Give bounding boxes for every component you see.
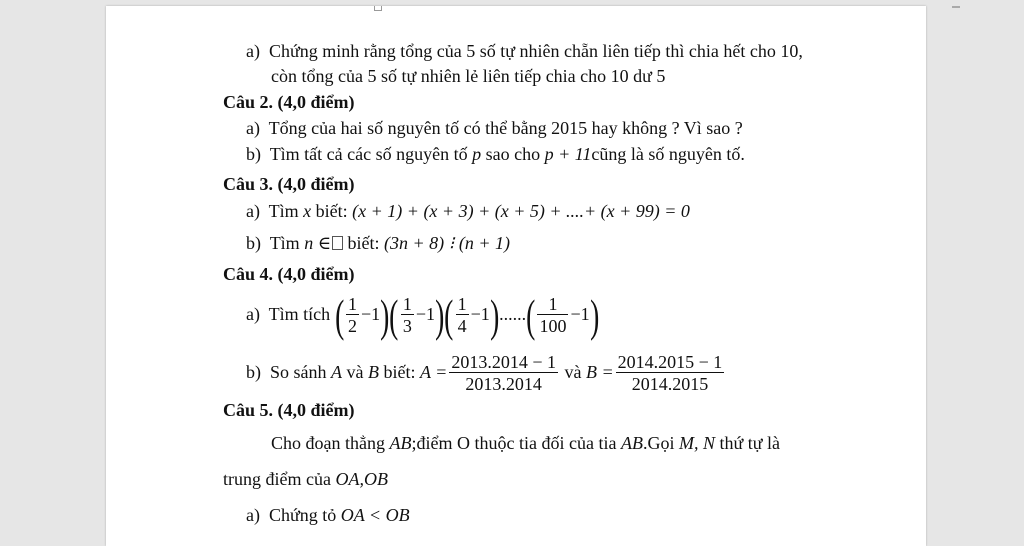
item-label: b) [246, 144, 261, 164]
fraction: $\frac{1}{3}$ [402, 294, 412, 337]
q3-a-text-mid: biết: [311, 201, 353, 221]
fraction: $\frac{1}{2}$ [348, 294, 357, 337]
fraction: $\frac{1}{4}$ [457, 294, 467, 337]
item-label: b) [246, 233, 261, 253]
math-var-x: x [303, 201, 312, 221]
math-var-A: A [331, 362, 343, 382]
item-label: a) [246, 118, 260, 138]
q3-item-b [246, 232, 510, 254]
math-AB: AB [620, 433, 643, 453]
q4-b-and2: và [564, 362, 582, 382]
ruler-marker [374, 6, 382, 11]
item-label: a) [246, 505, 260, 525]
q1-a-text-cont: còn tổng của 5 số tự nhiên lẻ liên tiếp chia cho 10 dư 5 [271, 66, 666, 86]
math-A-eq: A = [420, 362, 448, 382]
q2-item-b [246, 143, 745, 165]
math-AB: AB [389, 433, 412, 453]
math-OA-OB: OA,OB [335, 469, 388, 489]
q5-paragraph-line2 [223, 468, 388, 490]
q5-paragraph-line1 [271, 432, 780, 454]
item-label: a) [246, 41, 260, 61]
q5-text-mid: ;điểm O thuộc tia đối của tia [411, 433, 621, 453]
q2-heading: Câu 2. (4,0 điểm) [223, 92, 355, 112]
q2-b-text-post: cũng là số nguyên tố. [591, 144, 745, 164]
q5-item-a [246, 504, 410, 526]
q4-item-b [246, 348, 726, 396]
q2-b-text: Tìm tất cả các số nguyên tố [269, 144, 473, 164]
q5-heading: Câu 5. (4,0 điểm) [223, 400, 355, 420]
item-label: b) [246, 362, 261, 382]
q1-a-text: Chứng minh rằng tổng của 5 số tự nhiên chẵn liên tiếp thì chia hết cho 10, [268, 41, 803, 61]
document-page [106, 6, 926, 546]
q3-b-text: Tìm [269, 233, 305, 253]
math-inequality: OA < OB [340, 505, 410, 525]
math-expr: p + 11 [544, 144, 592, 164]
q4-b-text: So sánh [270, 362, 332, 382]
q3-b-text-mid: biết: [343, 233, 385, 253]
math-divisibility: (3n + 8) ⁝ (n + 1) [384, 233, 511, 253]
math-var-n: n ∈ [304, 233, 332, 253]
fraction-B: $\frac{2014.2015 - 1}{2014.2015}$ [617, 352, 723, 395]
q5-text: Cho đoạn thẳng [271, 433, 390, 453]
ruler-marker-right [952, 6, 960, 8]
math-MN: M, N [678, 433, 715, 453]
q1-item-a-line2 [271, 65, 665, 87]
q3-a-text: Tìm [268, 201, 304, 221]
fraction-A: $\frac{2013.2014 - 1}{2013.2014}$ [451, 352, 556, 395]
q5-text-post: thứ tự là [714, 433, 780, 453]
q5-text2: trung điểm của [223, 469, 336, 489]
q4-b-text-mid: biết: [379, 362, 421, 382]
item-label: a) [246, 201, 260, 221]
missing-glyph-icon [332, 236, 343, 250]
q2-a-text: Tổng của hai số nguyên tố có thể bằng 2015 hay không ? Vì sao ? [268, 118, 743, 138]
q5-text-mid2: .Gọi [642, 433, 679, 453]
q4-heading: Câu 4. (4,0 điểm) [223, 264, 355, 284]
item-label: a) [246, 304, 260, 324]
fraction: $\frac{1}{100}$ [539, 294, 567, 337]
math-var-B: B [368, 362, 380, 382]
q5-a-text: Chứng tỏ [268, 505, 341, 525]
product-expression: ( $\frac{1}{2}$ −1)( $\frac{1}{3}$ −1)( $\frac{1}{4}$ −1)......( $\frac{1}{100}$ −1) [334, 289, 599, 341]
q4-item-a [246, 289, 599, 339]
q4-b-and: và [342, 362, 369, 382]
q3-item-a [246, 200, 690, 222]
math-B-eq: B = [586, 362, 614, 382]
q2-b-text-mid: sao cho [481, 144, 545, 164]
q4-a-text: Tìm tích [268, 304, 331, 324]
math-var-p: p [472, 144, 482, 164]
q1-item-a-line1 [246, 40, 803, 62]
q3-heading: Câu 3. (4,0 điểm) [223, 174, 355, 194]
q2-item-a [246, 117, 743, 139]
math-equation: (x + 1) + (x + 3) + (x + 5) + ....+ (x + 99) = 0 [352, 201, 690, 221]
